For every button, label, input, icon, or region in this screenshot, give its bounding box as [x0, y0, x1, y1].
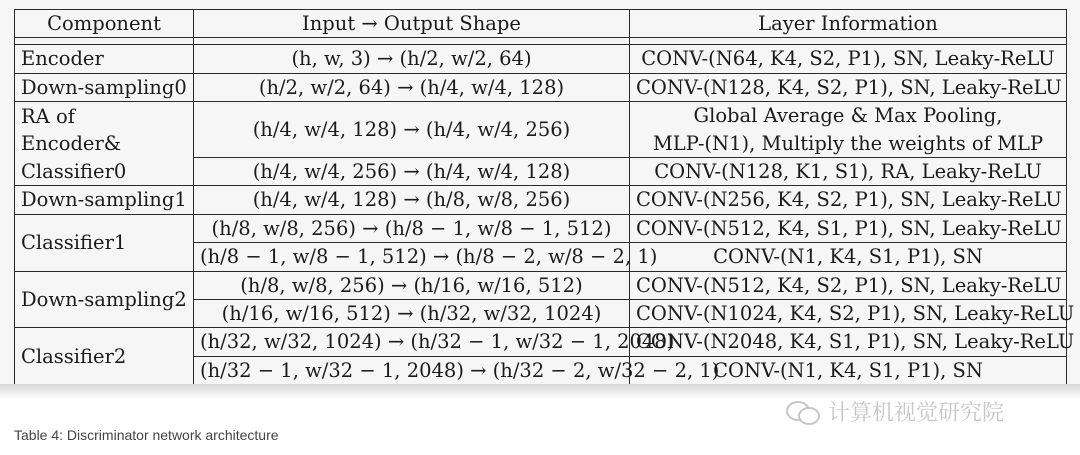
layer-cell: CONV-(N128, K1, S1), RA, Leaky-ReLU: [630, 158, 1067, 186]
component-cell: Down-sampling1: [15, 186, 194, 214]
shape-cell: (h/4, w/4, 256) → (h/4, w/4, 128): [194, 158, 630, 186]
shape-cell: (h/8, w/8, 256) → (h/8 − 1, w/8 − 1, 512): [194, 214, 630, 242]
header-row: [15, 10, 1067, 38]
layer-line: Global Average & Max Pooling,: [693, 104, 1003, 128]
table-caption: Table 4: Discriminator network architecture: [14, 427, 279, 443]
component-line: Encoder&: [21, 132, 122, 156]
shape-cell: (h/8, w/8, 256) → (h/16, w/16, 512): [194, 271, 630, 299]
layer-cell: CONV-(N1, K4, S1, P1), SN: [630, 243, 1067, 271]
shape-cell: (h/4, w/4, 128) → (h/8, w/8, 256): [194, 186, 630, 214]
shape-cell: (h/2, w/2, 64) → (h/4, w/4, 128): [194, 73, 630, 101]
architecture-table: [14, 9, 1075, 385]
table-row: [15, 73, 1067, 101]
shape-cell: (h/32, w/32, 1024) → (h/32 − 1, w/32 − 1, 2048): [194, 328, 630, 356]
header-shape: Input → Output Shape: [194, 10, 630, 38]
table-row: [15, 214, 1067, 242]
watermark-text: 计算机视觉研究院: [828, 401, 1005, 426]
layer-cell: CONV-(N1024, K4, S2, P1), SN, Leaky-ReLU: [630, 300, 1067, 328]
layer-cell: CONV-(N512, K4, S1, P1), SN, Leaky-ReLU: [630, 214, 1067, 242]
watermark: [786, 396, 1004, 427]
header-gap: [15, 38, 1067, 45]
layer-cell: CONV-(N128, K4, S2, P1), SN, Leaky-ReLU: [630, 73, 1067, 101]
component-cell: Classifier1: [15, 214, 194, 271]
table-row: [15, 186, 1067, 214]
layer-cell: CONV-(N512, K4, S2, P1), SN, Leaky-ReLU: [630, 271, 1067, 299]
header-component: Component: [15, 10, 194, 38]
layer-cell: CONV-(N2048, K4, S1, P1), SN, Leaky-ReLU: [630, 328, 1067, 356]
component-line: RA of: [21, 104, 75, 128]
component-cell: Encoder: [15, 45, 194, 73]
shape-cell: (h/4, w/4, 128) → (h/4, w/4, 256): [194, 102, 630, 158]
shape-cell: (h/32 − 1, w/32 − 1, 2048) → (h/32 − 2, w/32 − 2, 1): [194, 356, 630, 384]
shape-cell: (h/8 − 1, w/8 − 1, 512) → (h/8 − 2, w/8 − 2, 1): [194, 243, 630, 271]
header-layer: Layer Information: [630, 10, 1067, 38]
component-cell: Down-sampling0: [15, 73, 194, 101]
table-row: [15, 45, 1067, 73]
layer-line: MLP-(N1), Multiply the weights of MLP: [652, 131, 1044, 155]
layer-cell: [630, 102, 1067, 158]
shape-cell: (h, w, 3) → (h/2, w/2, 64): [194, 45, 630, 73]
component-cell: Down-sampling2: [15, 271, 194, 328]
table-row: [15, 328, 1067, 356]
component-cell: [15, 102, 194, 186]
layer-cell: CONV-(N256, K4, S2, P1), SN, Leaky-ReLU: [630, 186, 1067, 214]
shape-cell: (h/16, w/16, 512) → (h/32, w/32, 1024): [194, 300, 630, 328]
component-line: Classifier0: [21, 159, 127, 183]
table-row: [15, 271, 1067, 299]
table-row: [15, 102, 1067, 158]
wechat-icon: [786, 399, 820, 425]
component-cell: Classifier2: [15, 328, 194, 385]
layer-cell: CONV-(N1, K4, S1, P1), SN: [630, 356, 1067, 384]
layer-cell: CONV-(N64, K4, S2, P1), SN, Leaky-ReLU: [630, 45, 1067, 73]
